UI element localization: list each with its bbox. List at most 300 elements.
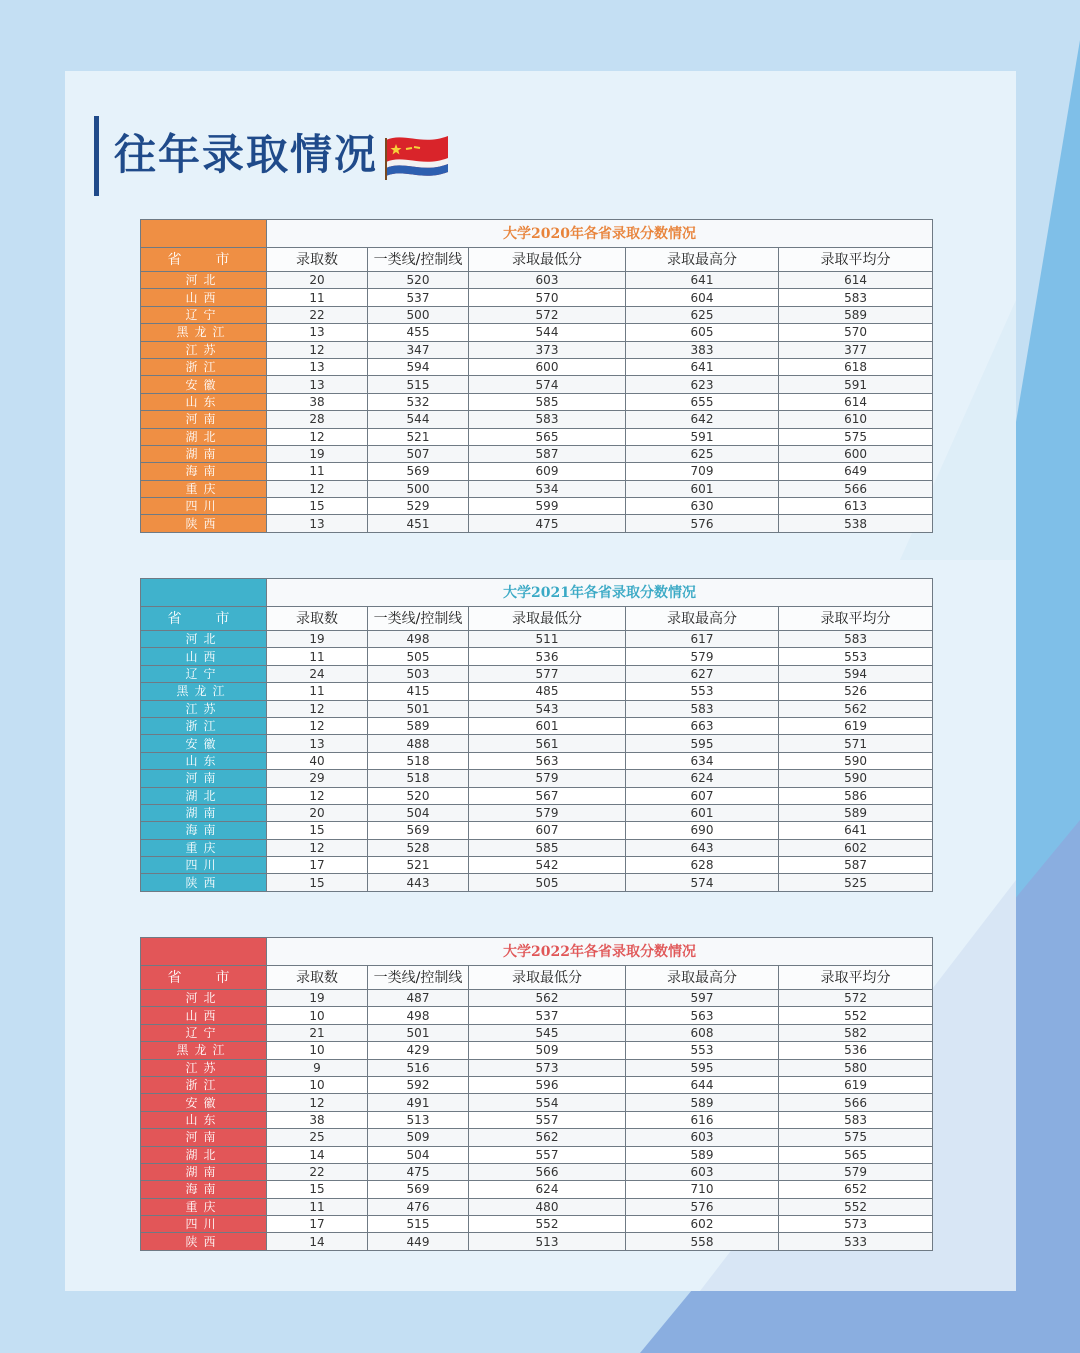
admission-table-2020 — [140, 219, 933, 533]
max-score-cell: 603 — [626, 1163, 779, 1180]
avg-score-cell: 589 — [779, 804, 933, 821]
avg-score-cell: 619 — [779, 1076, 933, 1093]
max-score-cell: 576 — [626, 515, 779, 532]
max-score-cell: 690 — [626, 822, 779, 839]
min-score-cell: 599 — [469, 498, 626, 515]
table-row — [141, 1181, 933, 1198]
min-score-cell: 534 — [469, 480, 626, 497]
control-line-cell: 594 — [368, 358, 469, 375]
control-line-cell: 500 — [368, 306, 469, 323]
province-cell: 辽宁 — [141, 306, 267, 323]
control-line-cell: 520 — [368, 787, 469, 804]
province-cell: 山西 — [141, 648, 267, 665]
min-score-cell: 579 — [469, 804, 626, 821]
min-score-cell: 545 — [469, 1024, 626, 1041]
max-score-cell: 589 — [626, 1094, 779, 1111]
table-row — [141, 289, 933, 306]
table-row — [141, 1129, 933, 1146]
control-line-cell: 487 — [368, 990, 469, 1007]
province-cell: 湖南 — [141, 804, 267, 821]
province-cell: 四川 — [141, 857, 267, 874]
province-cell: 重庆 — [141, 1198, 267, 1215]
max-score-cell: 603 — [626, 1129, 779, 1146]
table-row — [141, 480, 933, 497]
table-row — [141, 324, 933, 341]
table-row — [141, 1059, 933, 1076]
admitted-count-cell: 13 — [267, 358, 368, 375]
max-score-cell: 605 — [626, 324, 779, 341]
table-row — [141, 306, 933, 323]
max-score-cell: 601 — [626, 804, 779, 821]
min-score-cell: 475 — [469, 515, 626, 532]
province-cell: 浙江 — [141, 717, 267, 734]
max-score-cell: 558 — [626, 1233, 779, 1250]
min-score-cell: 574 — [469, 376, 626, 393]
max-score-cell: 709 — [626, 463, 779, 480]
avg-score-cell: 587 — [779, 857, 933, 874]
admitted-count-cell: 38 — [267, 1111, 368, 1128]
table-row — [141, 1233, 933, 1250]
table-row — [141, 857, 933, 874]
table-row — [141, 804, 933, 821]
control-line-cell: 529 — [368, 498, 469, 515]
avg-score-cell: 573 — [779, 1216, 933, 1233]
avg-score-cell: 552 — [779, 1007, 933, 1024]
control-line-cell: 544 — [368, 411, 469, 428]
admitted-count-cell: 12 — [267, 717, 368, 734]
avg-score-cell: 583 — [779, 631, 933, 648]
province-cell: 江苏 — [141, 341, 267, 358]
admitted-count-cell: 10 — [267, 1076, 368, 1093]
admitted-count-cell: 15 — [267, 1181, 368, 1198]
admitted-count-cell: 12 — [267, 839, 368, 856]
min-score-cell: 601 — [469, 717, 626, 734]
control-line-cell: 532 — [368, 393, 469, 410]
min-score-cell: 509 — [469, 1042, 626, 1059]
min-score-cell: 511 — [469, 631, 626, 648]
min-score-cell: 567 — [469, 787, 626, 804]
province-cell: 河北 — [141, 990, 267, 1007]
table-row — [141, 822, 933, 839]
control-line-cell: 475 — [368, 1163, 469, 1180]
table-row — [141, 735, 933, 752]
max-score-cell: 602 — [626, 1216, 779, 1233]
admitted-count-cell: 13 — [267, 735, 368, 752]
control-line-cell: 509 — [368, 1129, 469, 1146]
max-score-cell: 634 — [626, 752, 779, 769]
min-score-cell: 373 — [469, 341, 626, 358]
control-line-cell: 518 — [368, 752, 469, 769]
admitted-count-cell: 17 — [267, 1216, 368, 1233]
max-score-cell: 553 — [626, 683, 779, 700]
max-score-cell: 553 — [626, 1042, 779, 1059]
control-line-cell: 415 — [368, 683, 469, 700]
admitted-count-cell: 9 — [267, 1059, 368, 1076]
table-row — [141, 1007, 933, 1024]
max-score-cell: 601 — [626, 480, 779, 497]
admitted-count-cell: 11 — [267, 463, 368, 480]
max-score-cell: 591 — [626, 428, 779, 445]
admitted-count-cell: 11 — [267, 683, 368, 700]
table-caption: 大学2021年各省录取分数情况 — [267, 579, 933, 607]
province-cell: 黑龙江 — [141, 683, 267, 700]
min-score-cell: 557 — [469, 1111, 626, 1128]
column-header-avg-score: 录取平均分 — [779, 248, 933, 272]
avg-score-cell: 619 — [779, 717, 933, 734]
control-line-cell: 501 — [368, 700, 469, 717]
column-header-control-line: 一类线/控制线 — [368, 248, 469, 272]
table-row — [141, 1111, 933, 1128]
table-row — [141, 990, 933, 1007]
column-header-avg-score: 录取平均分 — [779, 966, 933, 990]
control-line-cell: 347 — [368, 341, 469, 358]
admitted-count-cell: 25 — [267, 1129, 368, 1146]
province-cell: 黑龙江 — [141, 324, 267, 341]
table-row — [141, 1042, 933, 1059]
province-cell: 四川 — [141, 498, 267, 515]
table-row — [141, 411, 933, 428]
avg-score-cell: 602 — [779, 839, 933, 856]
avg-score-cell: 580 — [779, 1059, 933, 1076]
max-score-cell: 574 — [626, 874, 779, 891]
province-cell: 湖南 — [141, 445, 267, 462]
province-cell: 山东 — [141, 752, 267, 769]
admitted-count-cell: 12 — [267, 428, 368, 445]
min-score-cell: 537 — [469, 1007, 626, 1024]
table-row — [141, 341, 933, 358]
avg-score-cell: 594 — [779, 665, 933, 682]
max-score-cell: 644 — [626, 1076, 779, 1093]
province-cell: 海南 — [141, 822, 267, 839]
table-row — [141, 1198, 933, 1215]
control-line-cell: 521 — [368, 857, 469, 874]
control-line-cell: 516 — [368, 1059, 469, 1076]
min-score-cell: 603 — [469, 272, 626, 289]
province-cell: 山东 — [141, 1111, 267, 1128]
max-score-cell: 563 — [626, 1007, 779, 1024]
control-line-cell: 507 — [368, 445, 469, 462]
min-score-cell: 570 — [469, 289, 626, 306]
max-score-cell: 641 — [626, 272, 779, 289]
avg-score-cell: 553 — [779, 648, 933, 665]
control-line-cell: 498 — [368, 1007, 469, 1024]
table-caption: 大学2020年各省录取分数情况 — [267, 220, 933, 248]
max-score-cell: 643 — [626, 839, 779, 856]
max-score-cell: 630 — [626, 498, 779, 515]
control-line-cell: 476 — [368, 1198, 469, 1215]
avg-score-cell: 575 — [779, 428, 933, 445]
province-cell: 河北 — [141, 631, 267, 648]
admitted-count-cell: 19 — [267, 990, 368, 1007]
max-score-cell: 627 — [626, 665, 779, 682]
avg-score-cell: 575 — [779, 1129, 933, 1146]
control-line-cell: 520 — [368, 272, 469, 289]
column-header-min-score: 录取最低分 — [469, 607, 626, 631]
admitted-count-cell: 10 — [267, 1007, 368, 1024]
admitted-count-cell: 10 — [267, 1042, 368, 1059]
province-cell: 河南 — [141, 770, 267, 787]
avg-score-cell: 618 — [779, 358, 933, 375]
table-row — [141, 631, 933, 648]
column-header-admitted: 录取数 — [267, 248, 368, 272]
admitted-count-cell: 12 — [267, 700, 368, 717]
control-line-cell: 521 — [368, 428, 469, 445]
admitted-count-cell: 29 — [267, 770, 368, 787]
province-cell: 江苏 — [141, 700, 267, 717]
table-row — [141, 1216, 933, 1233]
min-score-cell: 543 — [469, 700, 626, 717]
max-score-cell: 583 — [626, 700, 779, 717]
table-row — [141, 787, 933, 804]
min-score-cell: 562 — [469, 990, 626, 1007]
column-header-control-line: 一类线/控制线 — [368, 966, 469, 990]
column-header-admitted: 录取数 — [267, 607, 368, 631]
table-row — [141, 1076, 933, 1093]
control-line-cell: 500 — [368, 480, 469, 497]
table-row — [141, 874, 933, 891]
column-header-max-score: 录取最高分 — [626, 966, 779, 990]
admitted-count-cell: 15 — [267, 822, 368, 839]
admitted-count-cell: 15 — [267, 498, 368, 515]
admitted-count-cell: 20 — [267, 804, 368, 821]
province-cell: 河南 — [141, 1129, 267, 1146]
min-score-cell: 557 — [469, 1146, 626, 1163]
max-score-cell: 642 — [626, 411, 779, 428]
avg-score-cell: 552 — [779, 1198, 933, 1215]
max-score-cell: 579 — [626, 648, 779, 665]
min-score-cell: 587 — [469, 445, 626, 462]
avg-score-cell: 591 — [779, 376, 933, 393]
avg-score-cell: 600 — [779, 445, 933, 462]
admitted-count-cell: 28 — [267, 411, 368, 428]
avg-score-cell: 571 — [779, 735, 933, 752]
control-line-cell: 515 — [368, 376, 469, 393]
column-header-min-score: 录取最低分 — [469, 966, 626, 990]
province-cell: 安徽 — [141, 1094, 267, 1111]
control-line-cell: 569 — [368, 822, 469, 839]
control-line-cell: 498 — [368, 631, 469, 648]
admitted-count-cell: 13 — [267, 376, 368, 393]
avg-score-cell: 566 — [779, 1094, 933, 1111]
province-cell: 辽宁 — [141, 1024, 267, 1041]
min-score-cell: 579 — [469, 770, 626, 787]
column-header-province: 省 市 — [141, 248, 267, 272]
control-line-cell: 505 — [368, 648, 469, 665]
control-line-cell: 569 — [368, 463, 469, 480]
max-score-cell: 595 — [626, 735, 779, 752]
max-score-cell: 641 — [626, 358, 779, 375]
control-line-cell: 504 — [368, 804, 469, 821]
table-row — [141, 498, 933, 515]
min-score-cell: 513 — [469, 1233, 626, 1250]
min-score-cell: 573 — [469, 1059, 626, 1076]
control-line-cell: 589 — [368, 717, 469, 734]
province-cell: 辽宁 — [141, 665, 267, 682]
max-score-cell: 624 — [626, 770, 779, 787]
table-row — [141, 445, 933, 462]
province-cell: 海南 — [141, 1181, 267, 1198]
admitted-count-cell: 20 — [267, 272, 368, 289]
avg-score-cell: 570 — [779, 324, 933, 341]
max-score-cell: 625 — [626, 445, 779, 462]
table-row — [141, 393, 933, 410]
control-line-cell: 528 — [368, 839, 469, 856]
max-score-cell: 608 — [626, 1024, 779, 1041]
max-score-cell: 617 — [626, 631, 779, 648]
province-cell: 山西 — [141, 289, 267, 306]
province-cell: 湖北 — [141, 1146, 267, 1163]
min-score-cell: 563 — [469, 752, 626, 769]
admitted-count-cell: 14 — [267, 1233, 368, 1250]
control-line-cell: 513 — [368, 1111, 469, 1128]
column-header-avg-score: 录取平均分 — [779, 607, 933, 631]
province-cell: 湖北 — [141, 787, 267, 804]
admitted-count-cell: 14 — [267, 1146, 368, 1163]
control-line-cell: 443 — [368, 874, 469, 891]
admission-table-2021 — [140, 578, 933, 892]
table-row — [141, 358, 933, 375]
control-line-cell: 569 — [368, 1181, 469, 1198]
table-row — [141, 1146, 933, 1163]
max-score-cell: 597 — [626, 990, 779, 1007]
max-score-cell: 616 — [626, 1111, 779, 1128]
min-score-cell: 544 — [469, 324, 626, 341]
avg-score-cell: 613 — [779, 498, 933, 515]
control-line-cell: 449 — [368, 1233, 469, 1250]
min-score-cell: 572 — [469, 306, 626, 323]
province-cell: 安徽 — [141, 735, 267, 752]
column-header-max-score: 录取最高分 — [626, 607, 779, 631]
avg-score-cell: 538 — [779, 515, 933, 532]
avg-score-cell: 590 — [779, 752, 933, 769]
table-caption: 大学2022年各省录取分数情况 — [267, 938, 933, 966]
avg-score-cell: 649 — [779, 463, 933, 480]
min-score-cell: 583 — [469, 411, 626, 428]
min-score-cell: 577 — [469, 665, 626, 682]
admitted-count-cell: 40 — [267, 752, 368, 769]
avg-score-cell: 377 — [779, 341, 933, 358]
admitted-count-cell: 13 — [267, 515, 368, 532]
table-row — [141, 683, 933, 700]
province-cell: 浙江 — [141, 1076, 267, 1093]
control-line-cell: 518 — [368, 770, 469, 787]
control-line-cell: 451 — [368, 515, 469, 532]
admitted-count-cell: 19 — [267, 445, 368, 462]
table-row — [141, 700, 933, 717]
avg-score-cell: 572 — [779, 990, 933, 1007]
column-header-province: 省 市 — [141, 966, 267, 990]
control-line-cell: 455 — [368, 324, 469, 341]
avg-score-cell: 525 — [779, 874, 933, 891]
avg-score-cell: 641 — [779, 822, 933, 839]
max-score-cell: 589 — [626, 1146, 779, 1163]
table-row — [141, 717, 933, 734]
min-score-cell: 609 — [469, 463, 626, 480]
flag-icon — [382, 132, 452, 184]
province-cell: 重庆 — [141, 480, 267, 497]
avg-score-cell: 589 — [779, 306, 933, 323]
admitted-count-cell: 21 — [267, 1024, 368, 1041]
admitted-count-cell: 12 — [267, 341, 368, 358]
control-line-cell: 537 — [368, 289, 469, 306]
avg-score-cell: 652 — [779, 1181, 933, 1198]
admitted-count-cell: 11 — [267, 289, 368, 306]
province-cell: 陕西 — [141, 515, 267, 532]
page-title: 往年录取情况 — [114, 130, 379, 179]
table-row — [141, 376, 933, 393]
table-row — [141, 428, 933, 445]
min-score-cell: 536 — [469, 648, 626, 665]
avg-score-cell: 533 — [779, 1233, 933, 1250]
province-cell: 浙江 — [141, 358, 267, 375]
province-cell: 江苏 — [141, 1059, 267, 1076]
table-body — [141, 990, 933, 1251]
max-score-cell: 628 — [626, 857, 779, 874]
admitted-count-cell: 12 — [267, 787, 368, 804]
column-header-admitted: 录取数 — [267, 966, 368, 990]
avg-score-cell: 566 — [779, 480, 933, 497]
table-row — [141, 839, 933, 856]
column-header-min-score: 录取最低分 — [469, 248, 626, 272]
min-score-cell: 562 — [469, 1129, 626, 1146]
table-row — [141, 272, 933, 289]
avg-score-cell: 586 — [779, 787, 933, 804]
control-line-cell: 592 — [368, 1076, 469, 1093]
province-cell: 海南 — [141, 463, 267, 480]
table-row — [141, 463, 933, 480]
min-score-cell: 585 — [469, 393, 626, 410]
column-header-max-score: 录取最高分 — [626, 248, 779, 272]
avg-score-cell: 610 — [779, 411, 933, 428]
province-cell: 湖南 — [141, 1163, 267, 1180]
max-score-cell: 595 — [626, 1059, 779, 1076]
table-row — [141, 665, 933, 682]
avg-score-cell: 614 — [779, 272, 933, 289]
max-score-cell: 576 — [626, 1198, 779, 1215]
province-cell: 安徽 — [141, 376, 267, 393]
table-corner — [141, 579, 267, 607]
avg-score-cell: 536 — [779, 1042, 933, 1059]
admitted-count-cell: 38 — [267, 393, 368, 410]
avg-score-cell: 565 — [779, 1146, 933, 1163]
avg-score-cell: 579 — [779, 1163, 933, 1180]
max-score-cell: 663 — [626, 717, 779, 734]
admitted-count-cell: 11 — [267, 1198, 368, 1215]
table-corner — [141, 220, 267, 248]
avg-score-cell: 582 — [779, 1024, 933, 1041]
column-header-province: 省 市 — [141, 607, 267, 631]
province-cell: 黑龙江 — [141, 1042, 267, 1059]
min-score-cell: 505 — [469, 874, 626, 891]
admitted-count-cell: 19 — [267, 631, 368, 648]
admitted-count-cell: 22 — [267, 1163, 368, 1180]
avg-score-cell: 562 — [779, 700, 933, 717]
admitted-count-cell: 12 — [267, 1094, 368, 1111]
max-score-cell: 604 — [626, 289, 779, 306]
max-score-cell: 623 — [626, 376, 779, 393]
control-line-cell: 491 — [368, 1094, 469, 1111]
table-corner — [141, 938, 267, 966]
province-cell: 山西 — [141, 1007, 267, 1024]
control-line-cell: 503 — [368, 665, 469, 682]
table-row — [141, 648, 933, 665]
table-row — [141, 515, 933, 532]
table-row — [141, 1094, 933, 1111]
min-score-cell: 565 — [469, 428, 626, 445]
control-line-cell: 429 — [368, 1042, 469, 1059]
min-score-cell: 596 — [469, 1076, 626, 1093]
admitted-count-cell: 24 — [267, 665, 368, 682]
